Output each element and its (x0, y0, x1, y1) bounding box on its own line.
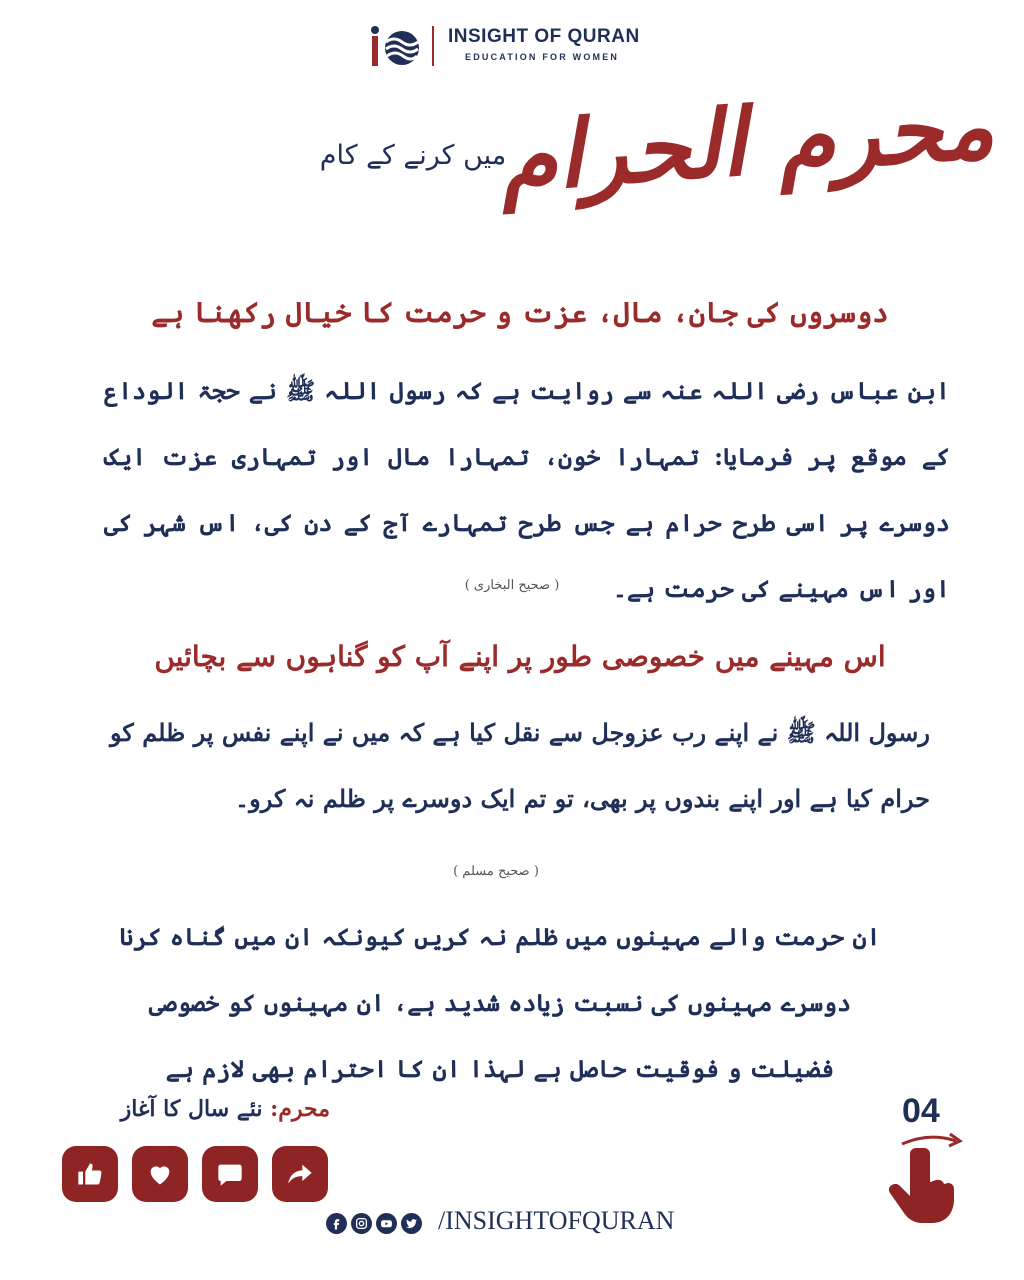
insight-of-quran-logo-icon (370, 24, 420, 68)
like-button[interactable] (62, 1146, 118, 1202)
section-heading: اس مہینے میں خصوصی طور پر اپنے آپ کو گناہوں سے بچائیں (154, 640, 886, 673)
section-body: رسول اللہ ﷺ نے اپنے رب عزوجل سے نقل کیا ہے کہ میں نے اپنے نفس پر ظلم کو حرام کیا ہے اور اپنے بندوں پر بھی، تو تم ایک دوسرے پر ظلم نہ کرو۔ (110, 718, 930, 813)
section-body: ابن عباس رضی اللہ عنہ سے روایت ہے کہ رسول اللہ ﷺ نے حجۃ الوداع کے موقع پر فرمایا: تمہارا خون، تمہارا مال اور تمہاری عزت ایک دوسرے پر اسی طرح حرام ہے جس طرح تمہارے آج کے دن کی، اس شہر کی اور اس مہینے کی حرمت ہے۔ (104, 376, 950, 603)
page-subtitle: میں کرنے کے کام (319, 140, 507, 171)
brand-logo (370, 24, 420, 68)
comment-icon (216, 1160, 244, 1188)
brand-tagline: EDUCATION FOR WOMEN (465, 52, 620, 62)
comment-button[interactable] (202, 1146, 258, 1202)
page-number: 04 (902, 1092, 940, 1130)
instagram-icon[interactable] (351, 1213, 372, 1234)
hadith-reference: ( صحیح البخاری ) (464, 578, 560, 593)
social-links (326, 1212, 422, 1234)
youtube-icon[interactable] (376, 1213, 397, 1234)
twitter-icon[interactable] (401, 1213, 422, 1234)
swipe-hand-icon[interactable] (880, 1142, 960, 1226)
hadith-reference: ( صحیح مسلم ) (453, 864, 539, 879)
page-title: محرم الحرام (496, 70, 998, 213)
facebook-icon[interactable] (326, 1213, 347, 1234)
share-icon (286, 1160, 314, 1188)
series-label (70, 1096, 330, 1122)
series-label-subtitle: نئے سال کا آغاز (120, 1096, 263, 1122)
love-button[interactable] (132, 1146, 188, 1202)
social-handle[interactable]: /INSIGHTOFQURAN (438, 1206, 675, 1235)
section-heading: دوسروں کی جان، مال، عزت و حرمت کا خیال رکھنا ہے (151, 296, 889, 329)
closing-paragraph: ان حرمت والے مہینوں میں ظلم نہ کریں کیونکہ ان میں گناہ کرنا دوسرے مہینوں کی نسبت زیادہ شدید ہے، ان مہینوں کو خصوصی فضیلت و فوقیت حاصل ہے لہذا ان کا احترام بھی لازم ہے (119, 922, 881, 1083)
heart-icon (146, 1160, 174, 1188)
series-label-prefix: محرم: (270, 1096, 330, 1122)
brand-name: INSIGHT OF QURAN (448, 26, 640, 47)
logo-divider (432, 26, 434, 66)
thumbs-up-icon (76, 1160, 104, 1188)
share-button[interactable] (272, 1146, 328, 1202)
